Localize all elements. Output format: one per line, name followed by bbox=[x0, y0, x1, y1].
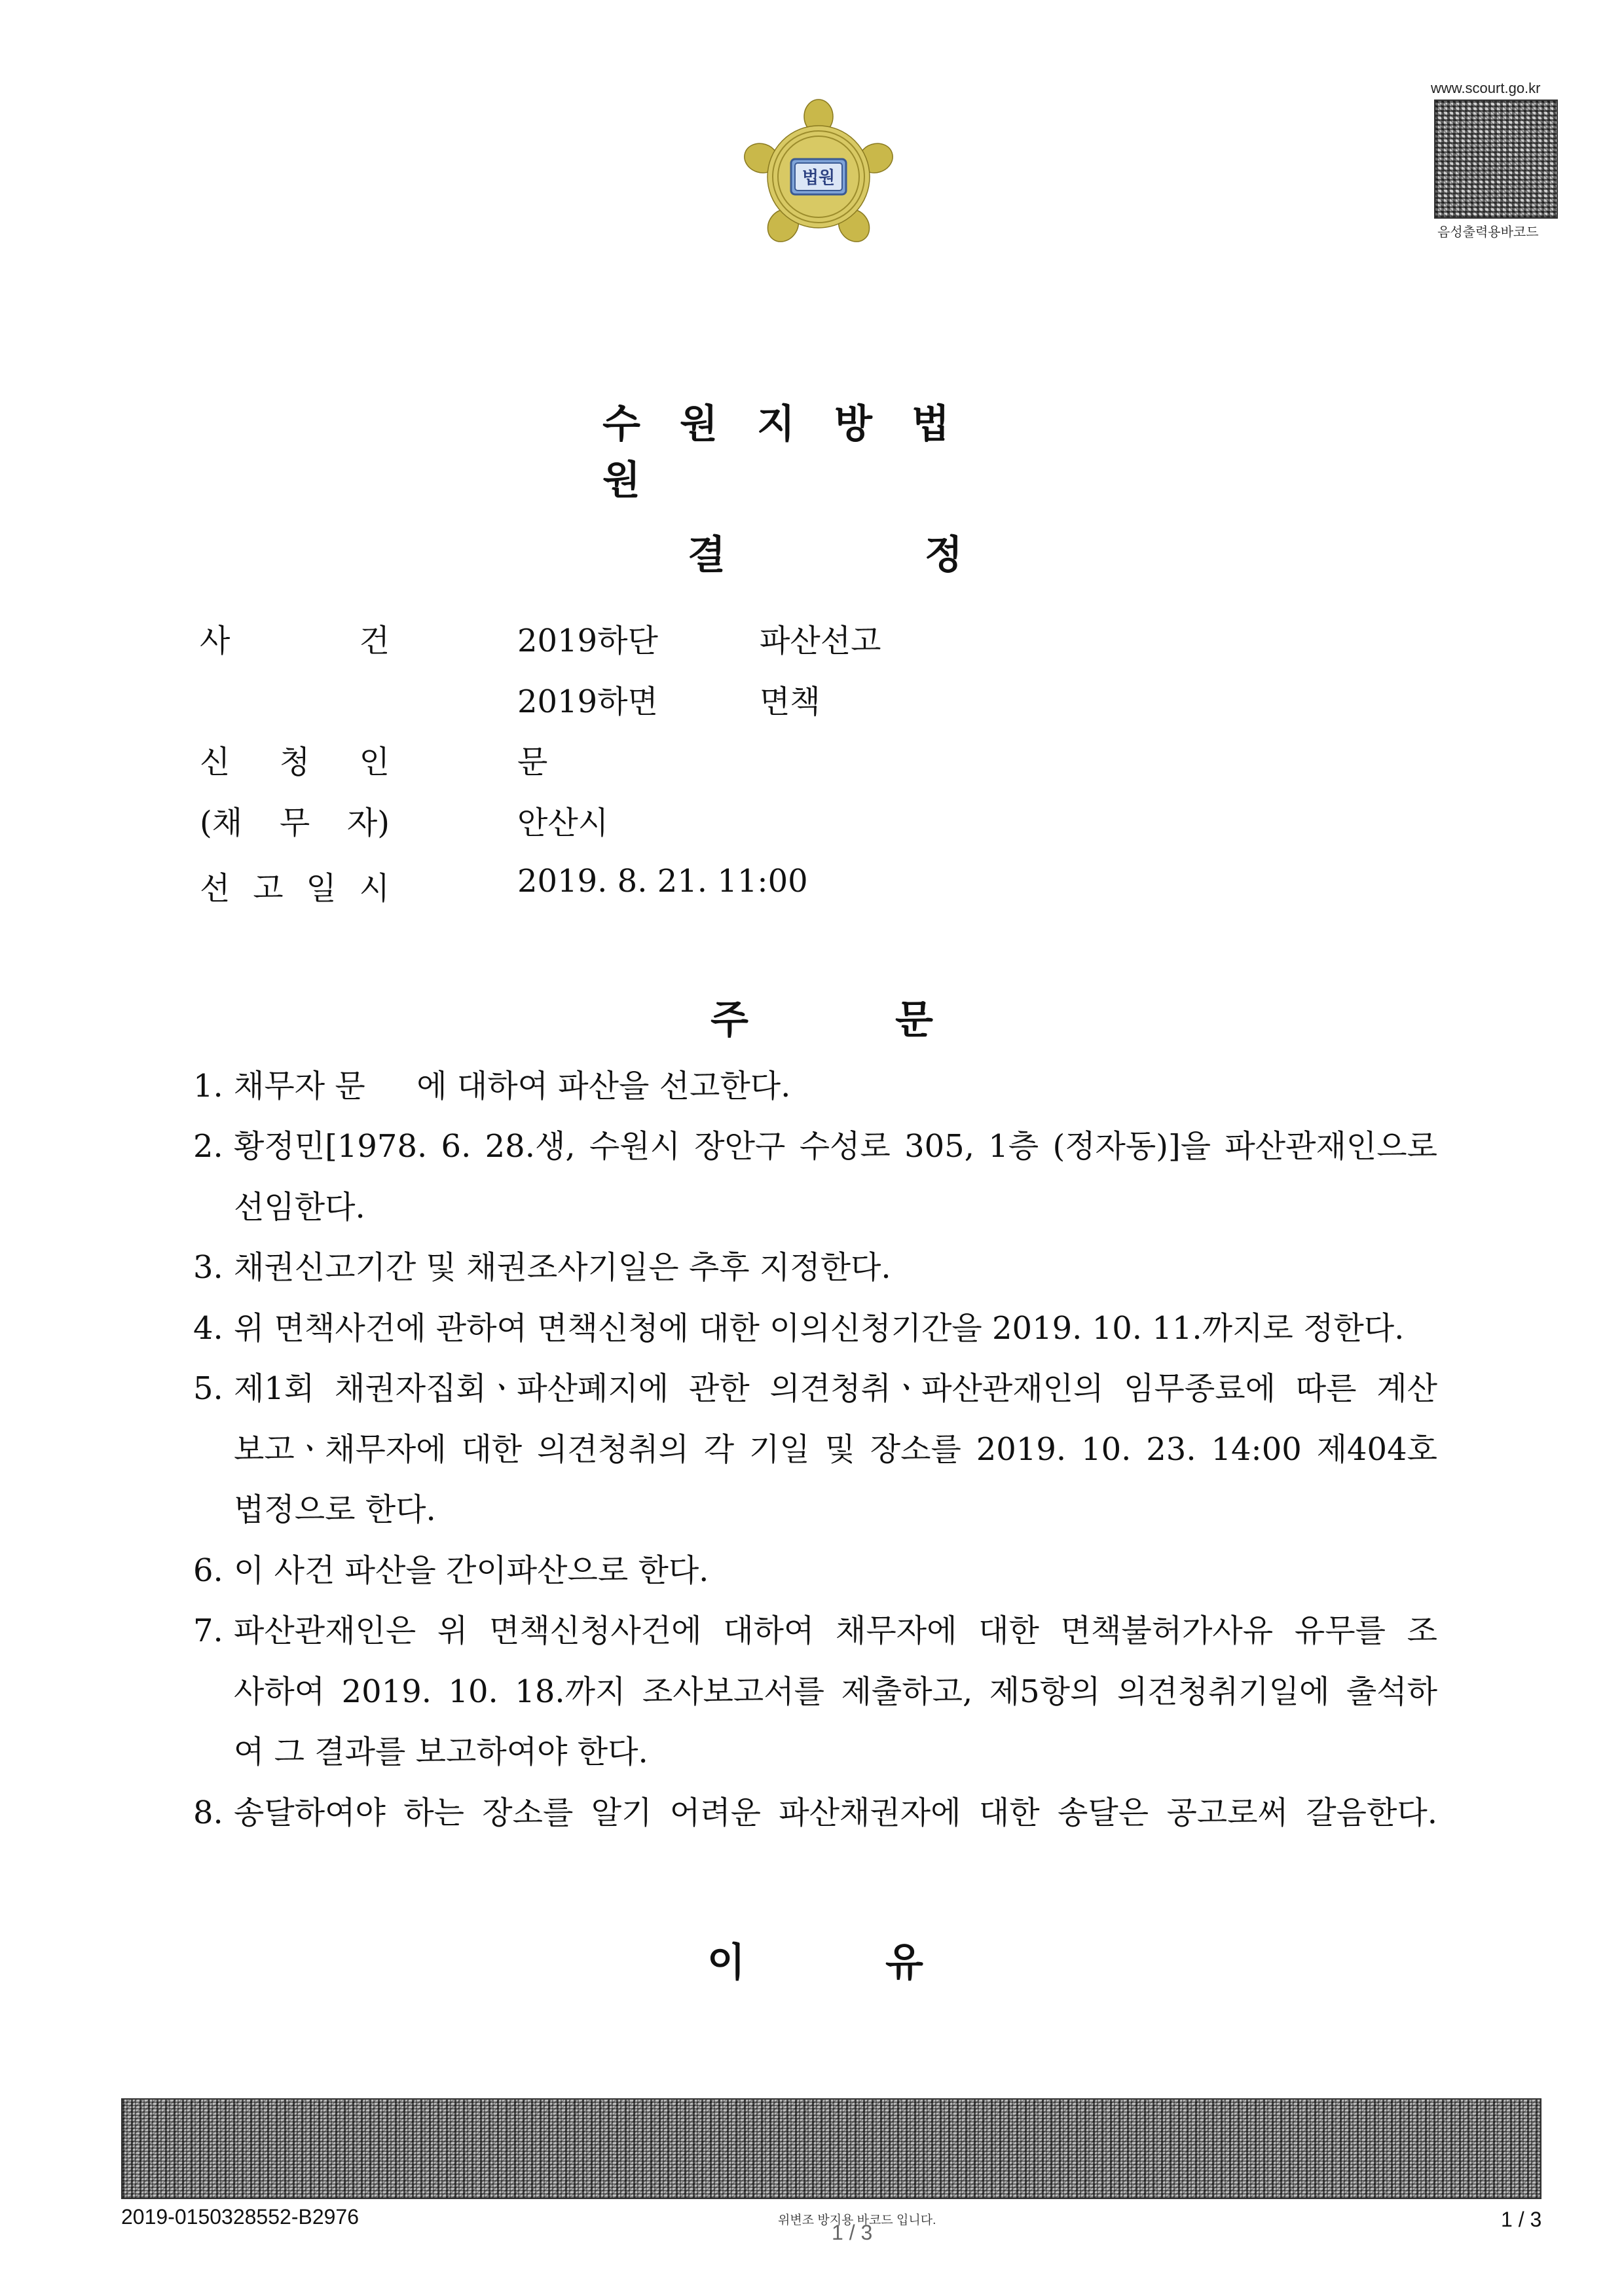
order-item-2-cont: 선임한다. bbox=[234, 1189, 365, 1226]
case-number-1: 2019하단 bbox=[517, 623, 658, 659]
qr-caption: 음성출력용바코드 bbox=[1437, 225, 1539, 240]
document-code: 2019-0150328552-B2976 bbox=[121, 2205, 359, 2229]
page-number-center: 1 / 3 bbox=[832, 2221, 873, 2244]
order-item-2: 2. 황정민[1978. 6. 28.생, 수원시 장안구 수성로 305, 1층 (정자동)]을 파산관재인으로 bbox=[193, 1128, 1437, 1165]
pronouncement-date-value: 2019. 8. 21. 11:00 bbox=[517, 863, 808, 900]
case-type-1: 파산선고 bbox=[760, 623, 881, 659]
debtor-label: (채 무 자) bbox=[200, 805, 390, 841]
case-type-2: 면책 bbox=[760, 683, 821, 720]
court-emblem bbox=[740, 98, 897, 255]
order-item-7-cont-2: 여 그 결과를 보고하여야 한다. bbox=[234, 1734, 648, 1770]
emblem-label: 법원 bbox=[802, 168, 836, 188]
qr-url: www.scourt.go.kr bbox=[1431, 80, 1541, 96]
reason-section-title: 이 유 bbox=[707, 1940, 923, 1986]
anti-forgery-barcode bbox=[121, 2098, 1541, 2199]
debtor-value: 안산시 bbox=[517, 805, 609, 841]
pronouncement-date-label: 선 고 일 시 bbox=[200, 870, 390, 907]
order-item-6: 6. 이 사건 파산을 간이파산으로 한다. bbox=[193, 1552, 709, 1589]
order-item-7-cont-1: 사하여 2019. 10. 18.까지 조사보고서를 제출하고, 제5항의 의견청취기일에 출석하 bbox=[234, 1673, 1437, 1710]
order-item-3: 3. 채권신고기간 및 채권조사기일은 추후 지정한다. bbox=[193, 1249, 891, 1286]
voice-output-barcode bbox=[1434, 100, 1558, 219]
order-item-1: 1. 채무자 문 에 대하여 파산을 선고한다. bbox=[193, 1068, 791, 1104]
order-item-5-cont-1: 보고ㆍ채무자에 대한 의견청취의 각 기일 및 장소를 2019. 10. 23. 14:00 제404호 bbox=[234, 1431, 1437, 1468]
order-item-5-cont-2: 법정으로 한다. bbox=[234, 1491, 436, 1528]
applicant-value: 문 bbox=[517, 744, 548, 780]
applicant-label: 신 청 인 bbox=[200, 744, 390, 780]
case-label: 사 건 bbox=[200, 623, 390, 659]
order-section-title: 주 문 bbox=[710, 997, 933, 1043]
document-title: 결 정 bbox=[688, 532, 963, 578]
order-item-5: 5. 제1회 채권자집회ㆍ파산폐지에 관한 의견청취ㆍ파산관재인의 임무종료에 따른 계산 bbox=[193, 1370, 1437, 1407]
court-name: 수 원 지 방 법원 bbox=[602, 401, 950, 503]
order-item-7: 7. 파산관재인은 위 면책신청사건에 대하여 채무자에 대한 면책불허가사유 유무를 조 bbox=[193, 1613, 1437, 1649]
court-emblem-graphic bbox=[740, 98, 897, 255]
case-number-2: 2019하면 bbox=[517, 683, 658, 720]
page-number-right: 1 / 3 bbox=[1501, 2208, 1542, 2231]
barcode-note: 위변조 방지용 바코드 입니다. bbox=[778, 2214, 936, 2227]
order-item-8: 8. 송달하여야 하는 장소를 알기 어려운 파산채권자에 대한 송달은 공고로써 갈음한다. bbox=[193, 1795, 1437, 1831]
order-item-4: 4. 위 면책사건에 관하여 면책신청에 대한 이의신청기간을 2019. 10. 11.까지로 정한다. bbox=[193, 1310, 1405, 1347]
